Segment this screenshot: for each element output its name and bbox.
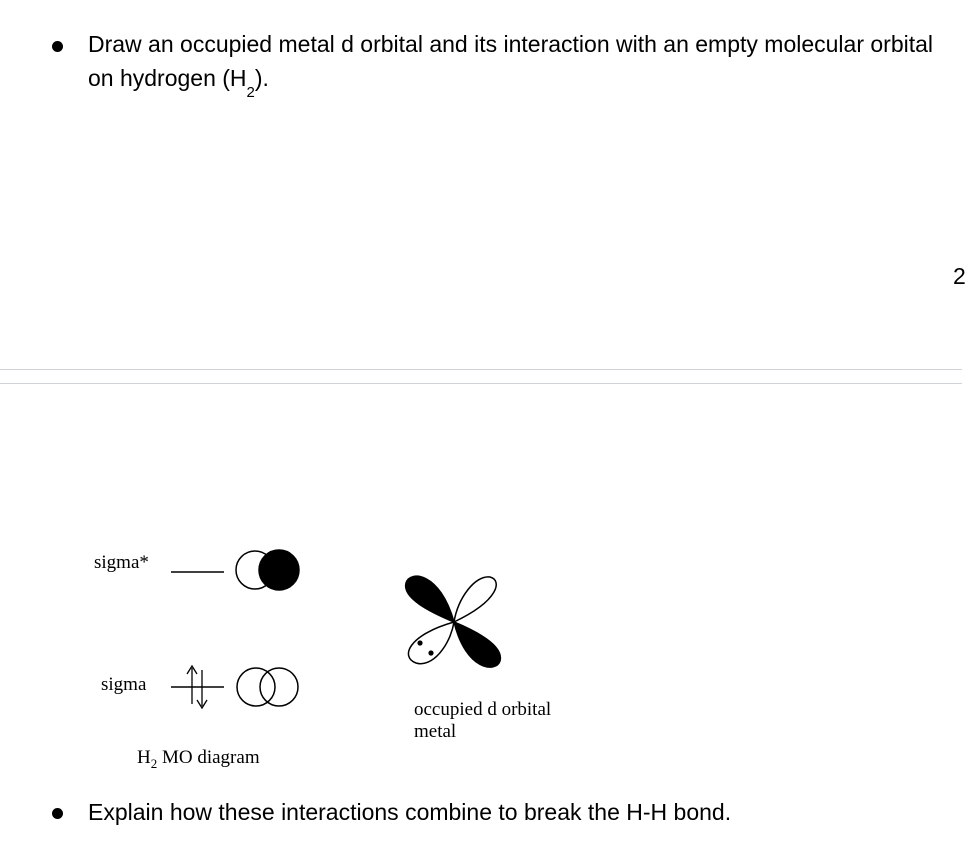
mo-caption-suffix: MO diagram [157,747,260,768]
sigma-orbital-icon [237,668,298,706]
mo-caption-prefix: H [137,747,151,768]
d-orbital-caption-line-2: metal [414,721,457,742]
sigma-label: sigma [101,674,147,695]
d-orbital-icon [406,576,501,667]
edge-mark: 2 [953,263,966,289]
question-1-subscript: 2 [246,83,255,101]
sigma-star-orbital-icon [236,550,299,590]
question-1-text-end: ). [254,65,269,91]
bullet-icon [52,808,63,819]
sigma-star-label: sigma* [94,552,149,573]
d-orbital-caption-line-1: occupied d orbital [414,699,552,720]
question-1-text-main: Draw an occupied metal d orbital and its interaction with an empty molecular orbital on hydrogen (H [88,31,934,91]
mo-diagram-caption [137,747,260,775]
mo-caption-subscript: 2 [150,755,158,771]
question-2-text: Explain how these interactions combine to break the H-H bond. [88,799,732,825]
